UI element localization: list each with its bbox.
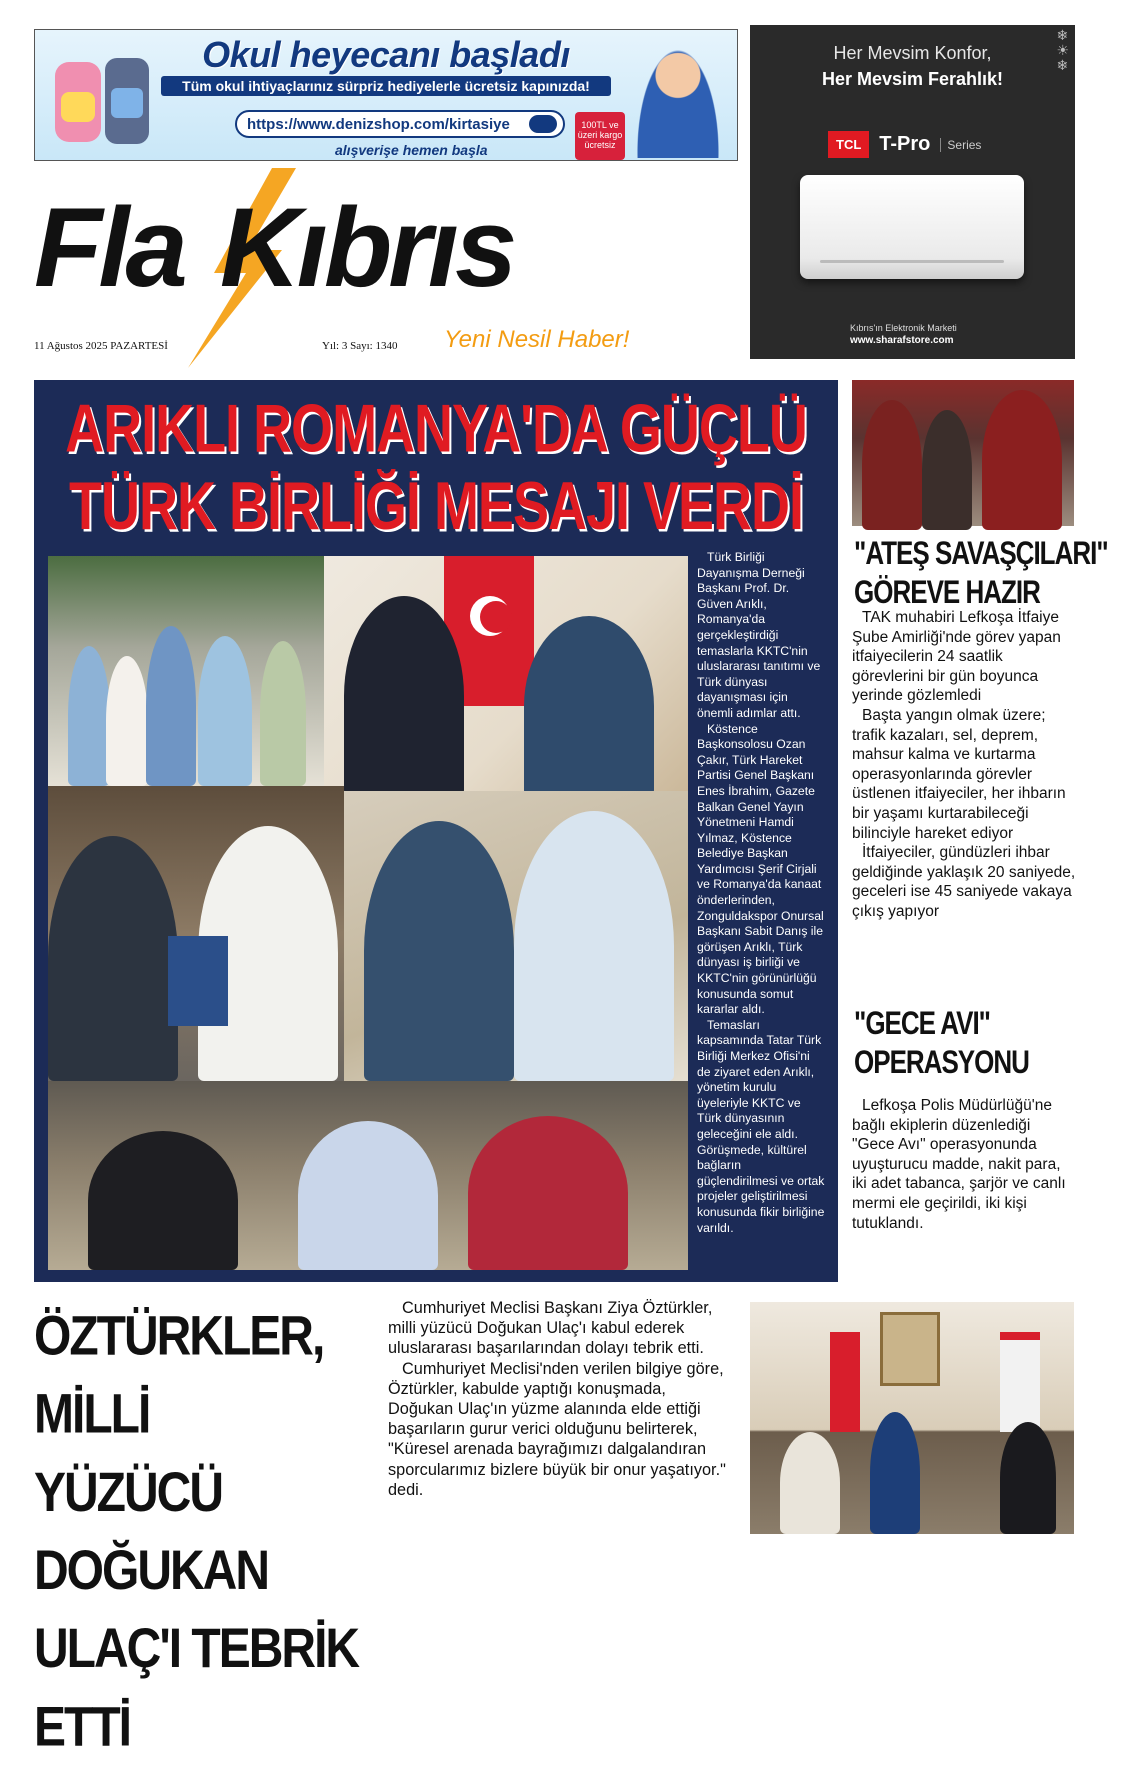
side-headline-night[interactable]: [854, 1004, 1029, 1082]
issue-date: 11 Ağustos 2025 PAZARTESİ: [34, 340, 168, 352]
night-paragraph: Lefkoşa Polis Müdürlüğü'ne bağlı ekiplerin düzenlediği "Gece Avı" operasyonunda uyuşturucu madde, nakit para, iki adet tabanca, şarjör ve canlı mermi ele geçirildi, iki kişi tutuklandı.: [852, 1097, 1066, 1232]
bottom-paragraph: Cumhuriyet Meclisi'nden verilen bilgiye göre, Öztürkler, kabulde yaptığı konuşmada, Doğukan Ulaç'ın yüzme alanında elde ettiği başarıların gurur verici olduğunu belirterek, "Küresel arenada bayrağımızı dalgalandıran sporcularımız bizlere büyük bir onur yaşatıyor." dedi.: [388, 1359, 726, 1499]
handshake-photo-consul: [324, 556, 688, 791]
main-headline-line-2: TÜRK BİRLİĞİ MESAJI VERDİ: [68, 468, 804, 544]
snowflake-icon: ❄ ☀ ❄: [1056, 28, 1069, 74]
store-tagline: Kıbrıs'ın Elektronik Marketi: [850, 323, 957, 333]
masthead: [34, 168, 738, 368]
ad-title: Okul heyecanı başladı: [202, 34, 570, 75]
bottom-story-body: [388, 1298, 734, 1500]
main-story[interactable]: [34, 380, 838, 1282]
fire-story-body: [852, 608, 1076, 922]
table-meeting-photo: [48, 1081, 688, 1270]
parliament-meeting-photo: [750, 1302, 1074, 1534]
ad-subtitle: Tüm okul ihtiyaçlarınız sürpriz hediyelerle ücretsiz kapınızda!: [161, 76, 611, 96]
bottom-paragraph: Cumhuriyet Meclisi Başkanı Ziya Öztürkler, milli yüzücü Doğukan Ulaç'ı kabul ederek uluslararası başarılarından dolayı tebrik etti.: [388, 1299, 713, 1358]
fire-headline-line-2: GÖREVE HAZIR: [854, 572, 1040, 611]
ad-url-text: https://www.denizshop.com/kirtasiye: [247, 116, 510, 133]
bottom-headline[interactable]: [34, 1298, 382, 1767]
logo-left: Fla: [34, 185, 184, 310]
search-icon: [529, 115, 557, 133]
handshake-photo-sports: [344, 791, 688, 1081]
air-conditioner-ad[interactable]: [750, 25, 1075, 359]
night-headline-line-1: "GECE AVI": [854, 1004, 991, 1042]
free-shipping-badge: 100TL ve üzeri kargo ücretsiz: [575, 112, 625, 160]
book-presentation-photo: [48, 786, 344, 1081]
fire-paragraph: Başta yangın olmak üzere; trafik kazaları, sel, deprem, mahsur kalma ve kurtarma operasyonlarında görevler üstlenen itfaiyeciler, her ihbarın bir yaşamı kurtarabileceği bilinciyle hareket ediyor: [852, 706, 1066, 842]
bottom-headline-line: ULAÇ'I TEBRİK ETTİ: [34, 1618, 359, 1758]
ad-cta: alışverişe hemen başla: [335, 142, 488, 158]
series-label: Series: [940, 138, 981, 152]
logo[interactable]: [34, 185, 514, 310]
fire-paragraph: İtfaiyeciler, gündüzleri ihbar geldiğinde yaklaşık 20 saniyede, geceleri ise 45 saniyede vakaya çıkış yapıyor: [852, 844, 1076, 920]
bottom-headline-line: YÜZÜCÜ DOĞUKAN: [34, 1462, 268, 1602]
store-url[interactable]: www.sharafstore.com: [850, 335, 954, 346]
school-supplies-ad[interactable]: [34, 29, 738, 161]
slogan: Yeni Nesil Haber!: [444, 326, 630, 353]
fire-paragraph: TAK muhabiri Lefkoşa İtfaiye Şube Amirliği'nde görev yapan itfaiyecilerin 24 saatlik görevlerini bir gün boyunca yerinde gözlemledi: [852, 609, 1061, 705]
main-headline: [34, 390, 838, 545]
ac-unit-image: [800, 175, 1024, 279]
brand-row: [828, 131, 981, 158]
fire-headline-line-1: "ATEŞ SAVAŞÇILARI": [854, 534, 1108, 572]
ad-url-link[interactable]: [235, 110, 565, 138]
brand-logo: TCL: [828, 131, 869, 158]
group-photo: [48, 556, 336, 786]
bottom-headline-line: ÖZTÜRKLER, MİLLİ: [34, 1306, 324, 1446]
main-paragraph: Türk Birliği Dayanışma Derneği Başkanı Prof. Dr. Güven Arıklı, Romanya'da gerçekleştirdiği temaslarla KKTC'nin uluslararası tanıtımı ve Türk dünyası dayanışması için önemli adımlar attı.: [697, 550, 821, 720]
photo-collage: [48, 556, 688, 1270]
night-story-body: [852, 1096, 1076, 1233]
night-headline-line-2: OPERASYONU: [854, 1042, 1029, 1081]
model-name: T-Pro: [879, 133, 931, 155]
ad-line-2: Her Mevsim Ferahlık!: [821, 69, 1004, 89]
main-headline-line-1: ARIKLI ROMANYA'DA GÜÇLÜ: [65, 391, 807, 467]
main-paragraph: Köstence Başkonsolosu Ozan Çakır, Türk Hareket Partisi Genel Başkanı Enes İbrahim, Gazete Balkan Genel Yayın Yönetmeni Hamdi Yılmaz, Köstence Belediye Başkan Yardımcısı Şerif Cirjali ve Romanya'da kanaat önderlerinden, Zonguldakspor Onursal Başkanı Sabit Danış ile görüşen Arıklı, Türk dünyası iş birliği ve KKTC'nin görünürlüğü konusunda somut kararlar aldı.: [697, 721, 824, 1017]
main-story-body: [697, 550, 825, 1236]
logo-right: Kıbrıs: [219, 185, 514, 310]
issue-number: Yıl: 3 Sayı: 1340: [322, 340, 398, 352]
main-paragraph: Temasları kapsamında Tatar Türk Birliği Merkez Ofisi'ni de ziyaret eden Arıklı, yönetim kurulu üyeleriyle KKTC ve Türk dünyasının geleceğini ele aldı. Görüşmede, kültürel bağların güçlendirilmesi ve ortak projeler geliştirilmesi konusunda fikir birliğine varıldı.: [697, 1017, 825, 1235]
ad-line-1: Her Mevsim Konfor,: [833, 43, 992, 63]
ad-model-image: [633, 40, 723, 158]
firefighters-photo: [852, 380, 1074, 526]
side-headline-fire[interactable]: [854, 534, 1108, 612]
